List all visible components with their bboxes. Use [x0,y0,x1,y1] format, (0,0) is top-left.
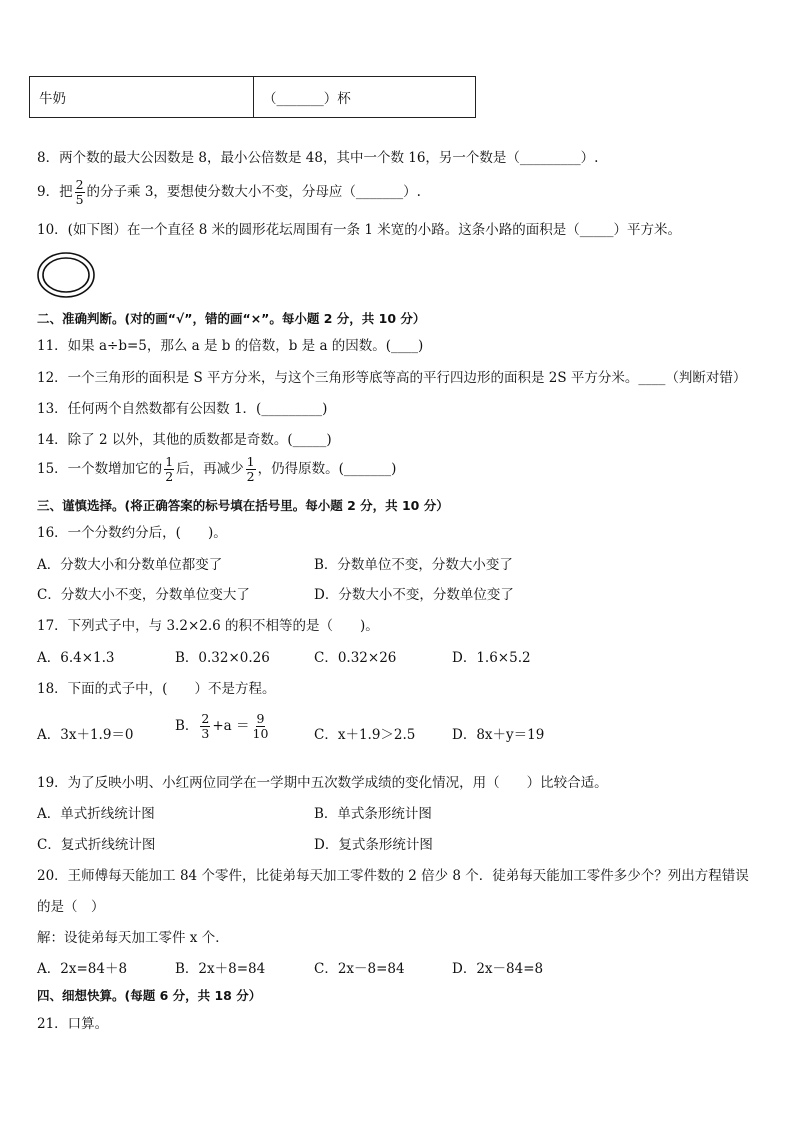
q17-option-c: C．0.32×26 [314,650,397,666]
question-12: 12．一个三角形的面积是 S 平方分米，与这个三角形等底等高的平行四边形的面积是 2S 平方分米。____（判断对错） [37,370,747,386]
question-13: 13．任何两个自然数都有公因数 1．(_________) [37,401,328,417]
question-18-stem: 18．下面的式子中，( ）不是方程。 [37,681,276,697]
question-9 [37,178,421,207]
q16-option-b: B．分数单位不变，分数大小变了 [314,557,513,573]
table-cell-item: 牛奶 [30,77,254,118]
q20-option-d: D．2x－84=8 [452,961,544,977]
question-20-line-2: 的是（ ） [37,899,105,915]
question-21: 21．口算。 [37,1016,109,1032]
q18-option-c: C．x＋1.9＞2.5 [314,727,416,743]
section-2-heading: 二、准确判断。(对的画“√”，错的画“×”。每小题 2 分，共 10 分） [37,311,426,326]
q17-option-b: B．0.32×0.26 [175,650,270,666]
circle-figure [36,251,96,299]
q20-option-c: C．2x－8=84 [314,961,405,977]
question-20-solution: 解：设徒弟每天加工零件 x 个． [37,930,229,946]
q9-post: 的分子乘 3，要想使分数大小不变，分母应（_______）. [86,184,421,200]
outer-circle [38,253,94,297]
q18-option-b: B． $\frac{2}{3}$ +a ＝ $\frac{9}{10}$ [175,711,269,741]
question-8: 8．两个数的最大公因数是 8，最小公倍数是 48，其中一个数 16，另一个数是（_________）. [37,150,599,166]
question-19-stem: 19．为了反映小明、小红两位同学在一学期中五次数学成绩的变化情况，用（ ）比较合适。 [37,775,608,791]
question-17-stem: 17．下列式子中，与 3.2×2.6 的积不相等的是（ )。 [37,618,379,634]
section-3-heading: 三、谨慎选择。(将正确答案的标号填在括号里。每小题 2 分，共 10 分） [37,498,449,513]
q16-option-a: A．分数大小和分数单位都变了 [37,557,223,573]
q17-option-a: A．6.4×1.3 [37,650,115,666]
fraction: $\frac{1}{2}$ [165,454,174,484]
fraction: $\frac{2}{3}$ [201,711,210,741]
q16-option-d: D．分数大小不变，分数单位变了 [314,587,514,603]
question-10: 10．(如下图）在一个直径 8 米的圆形花坛周围有一条 1 米宽的小路。这条小路的面积是（_____）平方米。 [37,222,682,238]
inner-circle [43,258,89,292]
question-11: 11．如果 a÷b=5，那么 a 是 b 的倍数，b 是 a 的因数。(____) [37,338,424,354]
q18-option-a: A．3x＋1.9＝0 [37,727,134,743]
question-20-line-1: 20．王师傅每天能加工 84 个零件，比徒弟每天加工零件数的 2 倍少 8 个．徒弟每天能加工零件多少个？列出方程错误 [37,868,749,884]
q20-option-b: B．2x＋8=84 [175,961,266,977]
q19-option-a: A．单式折线统计图 [37,806,155,822]
q19-option-c: C．复式折线统计图 [37,837,156,853]
fraction: $\frac{9}{10}$ [252,711,269,741]
q19-option-b: B．单式条形统计图 [314,806,432,822]
table-cell-answer: （_______）杯 [254,77,476,118]
q16-option-c: C．分数大小不变，分数单位变大了 [37,587,250,603]
q19-option-d: D．复式条形统计图 [314,837,433,853]
fraction: $\frac{1}{2}$ [246,454,255,484]
q9-pre: 9．把 [37,184,73,200]
question-14: 14．除了 2 以外，其他的质数都是奇数。(_____) [37,432,332,448]
q18-option-d: D．8x＋y＝19 [452,727,545,743]
question-15: 15．一个数增加它的 $\frac{1}{2}$ 后，再减少 $\frac{1}{2}$ ，仍得原数。(_______) [37,454,397,484]
fraction: $\frac{2}{5}$ [75,177,84,207]
q17-option-d: D．1.6×5.2 [452,650,531,666]
question-16-stem: 16．一个分数约分后，( )。 [37,525,227,541]
q20-option-a: A．2x=84＋8 [37,961,128,977]
section-4-heading: 四、细想快算。(每题 6 分，共 18 分） [37,988,262,1003]
answer-table [29,76,476,118]
